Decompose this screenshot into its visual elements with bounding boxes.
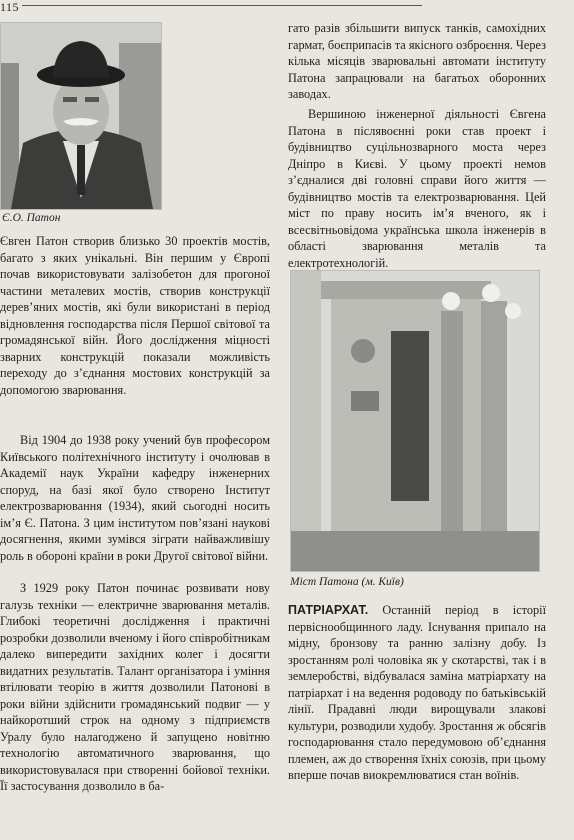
bridge-photo: [290, 270, 540, 572]
left-paragraph-1: Євген Патон створив близько 30 проектів мостів, багато з яких унікальні. Він першим у Європі почав використовувати залізобетон для прогоної частини металевих мостів, створив конструкції дерев’яних мостів, які були використані в період відновлення господарства після Першої світової та громадянської війн. Його дослідження міцності зварних конструкцій показали можливість переходу до з’єднання мостових конструкцій за допомогою зварювання.: [0, 234, 270, 397]
right-paragraph-2: Вершиною інженерної діяльності Євгена Патона в післявоєнні роки став проект і будівництво суцільнозварного моста через Дніпро в Києві. У цьому проекті немов з’єдналися дві головні справи його життя — будівництво мостів та електрозварювання. Цей міст по праву носить ім’я вченого, як і всесвітньовідома українська школа інженерів в області зварювання металів та електротехнологій.: [288, 107, 546, 270]
glossary-definition: Останній період в історії первіснообщинного ладу. Існування припало на мідну, бронзову та ранню залізну добу. Із зростанням ролі чоловіка як у скотарстві, так і в землеробстві, відбувалася заміна матріархату на патріархат і на ведення родоводу по батьківській лінії. Прадавні люди вирощували злакові культури, розводили худобу. Зростання ж обсягів господарювання стало передумовою об’єднання племен, аж до створення їхніх союзів, при цьому вперше почав виокремлюватися стан воїнів.: [288, 603, 546, 782]
portrait-photo: [0, 22, 162, 210]
page-number: 115: [0, 0, 20, 14]
bridge-caption: Міст Патона (м. Київ): [290, 576, 404, 588]
left-paragraph-2: Від 1904 до 1938 року учений був професором Київського політехнічного інституту і очолював в Академії наук України кафедру інженерних споруд, на базі якої було створено Інститут електрозварювання (1934), який сьогодні носить ім’я Є. Патона. З цим інститутом пов’язані наукові досягнення, якими зумівся зіграти найважливішу роль в обороні країни в роки Другої світової війни.: [0, 433, 270, 563]
portrait-caption: Є.О. Патон: [2, 212, 61, 224]
glossary-entry: [288, 602, 546, 784]
glossary-term: ПАТРІАРХАТ.: [288, 603, 369, 617]
header-rule: [22, 5, 422, 6]
left-paragraph-3: З 1929 року Патон починає розвивати нову галузь техніки — електричне зварювання металів. Глибокі теоретичні дослідження і практичні розробки дозволили вченому і його співробітникам далеко випередити західних колег і досягти видатних результатів. Талант організатора і уміння втілювати теорію в життя дозволили Патонові в роки війни здійснити громадянський подвиг — у найкоротший строк на одному з підприємств Уралу було налагоджено й запущено новітню технологію автоматичного зварювання, що використовувалася при створенні бойової техніки. Її застосування дозволило в ба-: [0, 581, 270, 793]
right-paragraph-1: гато разів збільшити випуск танків, самохідних гармат, боєприпасів та якісного озброєння. Через кілька місяців зварювальні автомати інституту Патона запрацювали на багатьох оборонних заводах.: [288, 21, 546, 101]
